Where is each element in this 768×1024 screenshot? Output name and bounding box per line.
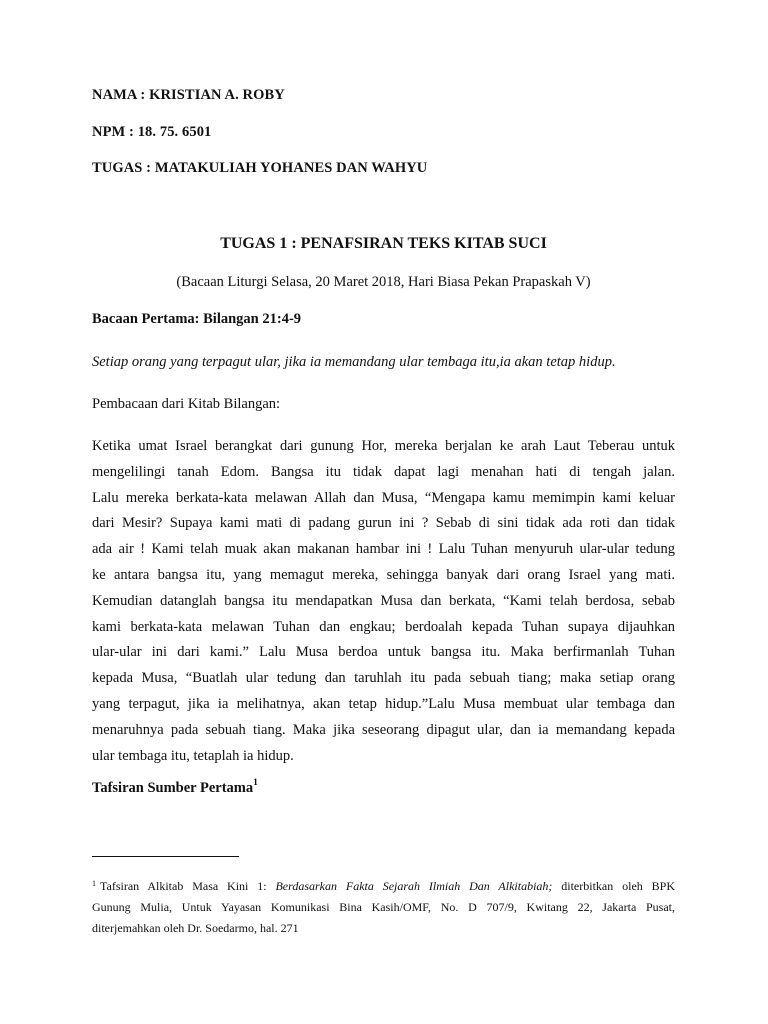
body-line: Kemudian datanglah bangsa itu mendapatkan Musa dan berkata, “Kami telah berdosa, sebab xyxy=(92,592,675,609)
body-line: yang terpagut, jika ia melihatnya, akan tetap hidup.”Lalu Musa membuat ular tembaga dan xyxy=(92,695,675,712)
body-line: ke antara bangsa itu, yang memagut mereka, sehingga banyak dari orang Israel yang mati. xyxy=(92,566,675,583)
footnote xyxy=(92,876,675,939)
footnote-text: Tafsiran Alkitab Masa Kini 1: xyxy=(100,879,276,893)
body-line: ular tembaga itu, tetaplah ia hidup. xyxy=(92,747,294,764)
footnote-line xyxy=(92,876,675,897)
body-line: ular-ular ini dari kami.” Lalu Musa berdoa untuk bangsa itu. Maka berfirmanlah Tuhan xyxy=(92,644,675,661)
body-line: kami berkata-kata melawan Tuhan dan engkau; berdoalah kepada Tuhan supaya dijauhkan xyxy=(92,618,675,635)
student-name: NAMA : KRISTIAN A. ROBY xyxy=(92,87,285,103)
reading-body xyxy=(92,434,675,769)
section-heading xyxy=(92,779,258,797)
footnote-separator xyxy=(92,856,239,857)
footnote-book-title: Berdasarkan Fakta Sejarah Ilmiah Dan Alkitabiah; xyxy=(275,879,553,893)
body-line: Lalu mereka berkata-kata melawan Allah dan Musa, “Mengapa kamu memimpin kami keluar xyxy=(92,489,675,506)
body-line: mengelilingi tanah Edom. Bangsa itu tidak dapat lagi menahan hati di tengah jalan. xyxy=(92,463,675,480)
reading-heading: Bacaan Pertama: Bilangan 21:4-9 xyxy=(92,311,302,327)
footnote-reference: 1 xyxy=(253,778,258,788)
reading-intro: Pembacaan dari Kitab Bilangan: xyxy=(92,396,281,412)
body-line: ada air ! Kami telah muak akan makanan hambar ini ! Lalu Tuhan menyuruh ular-ular tedung xyxy=(92,541,675,558)
footnote-line: diterjemahkan oleh Dr. Soedarmo, hal. 271 xyxy=(92,921,299,935)
body-line: kepada Musa, “Buatlah ular tedung dan taruhlah itu pada sebuah tiang; maka setiap orang xyxy=(92,670,675,687)
footnote-line: Gunung Mulia, Untuk Yayasan Komunikasi Bina Kasih/OMF, No. D 707/9, Kwitang 22, Jakarta Pusat, xyxy=(92,900,675,914)
student-npm: NPM : 18. 75. 6501 xyxy=(92,124,212,140)
footnote-number: 1 xyxy=(92,879,96,888)
body-line: dari Mesir? Supaya kami mati di padang gurun ini ? Sebab di sini tidak ada roti dan tidak xyxy=(92,515,675,532)
footnote-text: diterbitkan oleh BPK xyxy=(552,879,675,893)
body-line: menaruhnya pada sebuah tiang. Maka jika seseorang dipagut ular, dan ia memandang kepada xyxy=(92,721,675,738)
document-subtitle: (Bacaan Liturgi Selasa, 20 Maret 2018, Hari Biasa Pekan Prapaskah V) xyxy=(176,274,591,290)
document-title: TUGAS 1 : PENAFSIRAN TEKS KITAB SUCI xyxy=(220,235,547,252)
reading-motto: Setiap orang yang terpagut ular, jika ia memandang ular tembaga itu,ia akan tetap hidup. xyxy=(92,354,616,370)
assignment-course: TUGAS : MATAKULIAH YOHANES DAN WAHYU xyxy=(92,160,428,176)
section-heading-text: Tafsiran Sumber Pertama xyxy=(92,779,254,796)
body-line: Ketika umat Israel berangkat dari gunung Hor, mereka berjalan ke arah Laut Teberau untuk xyxy=(92,438,675,454)
